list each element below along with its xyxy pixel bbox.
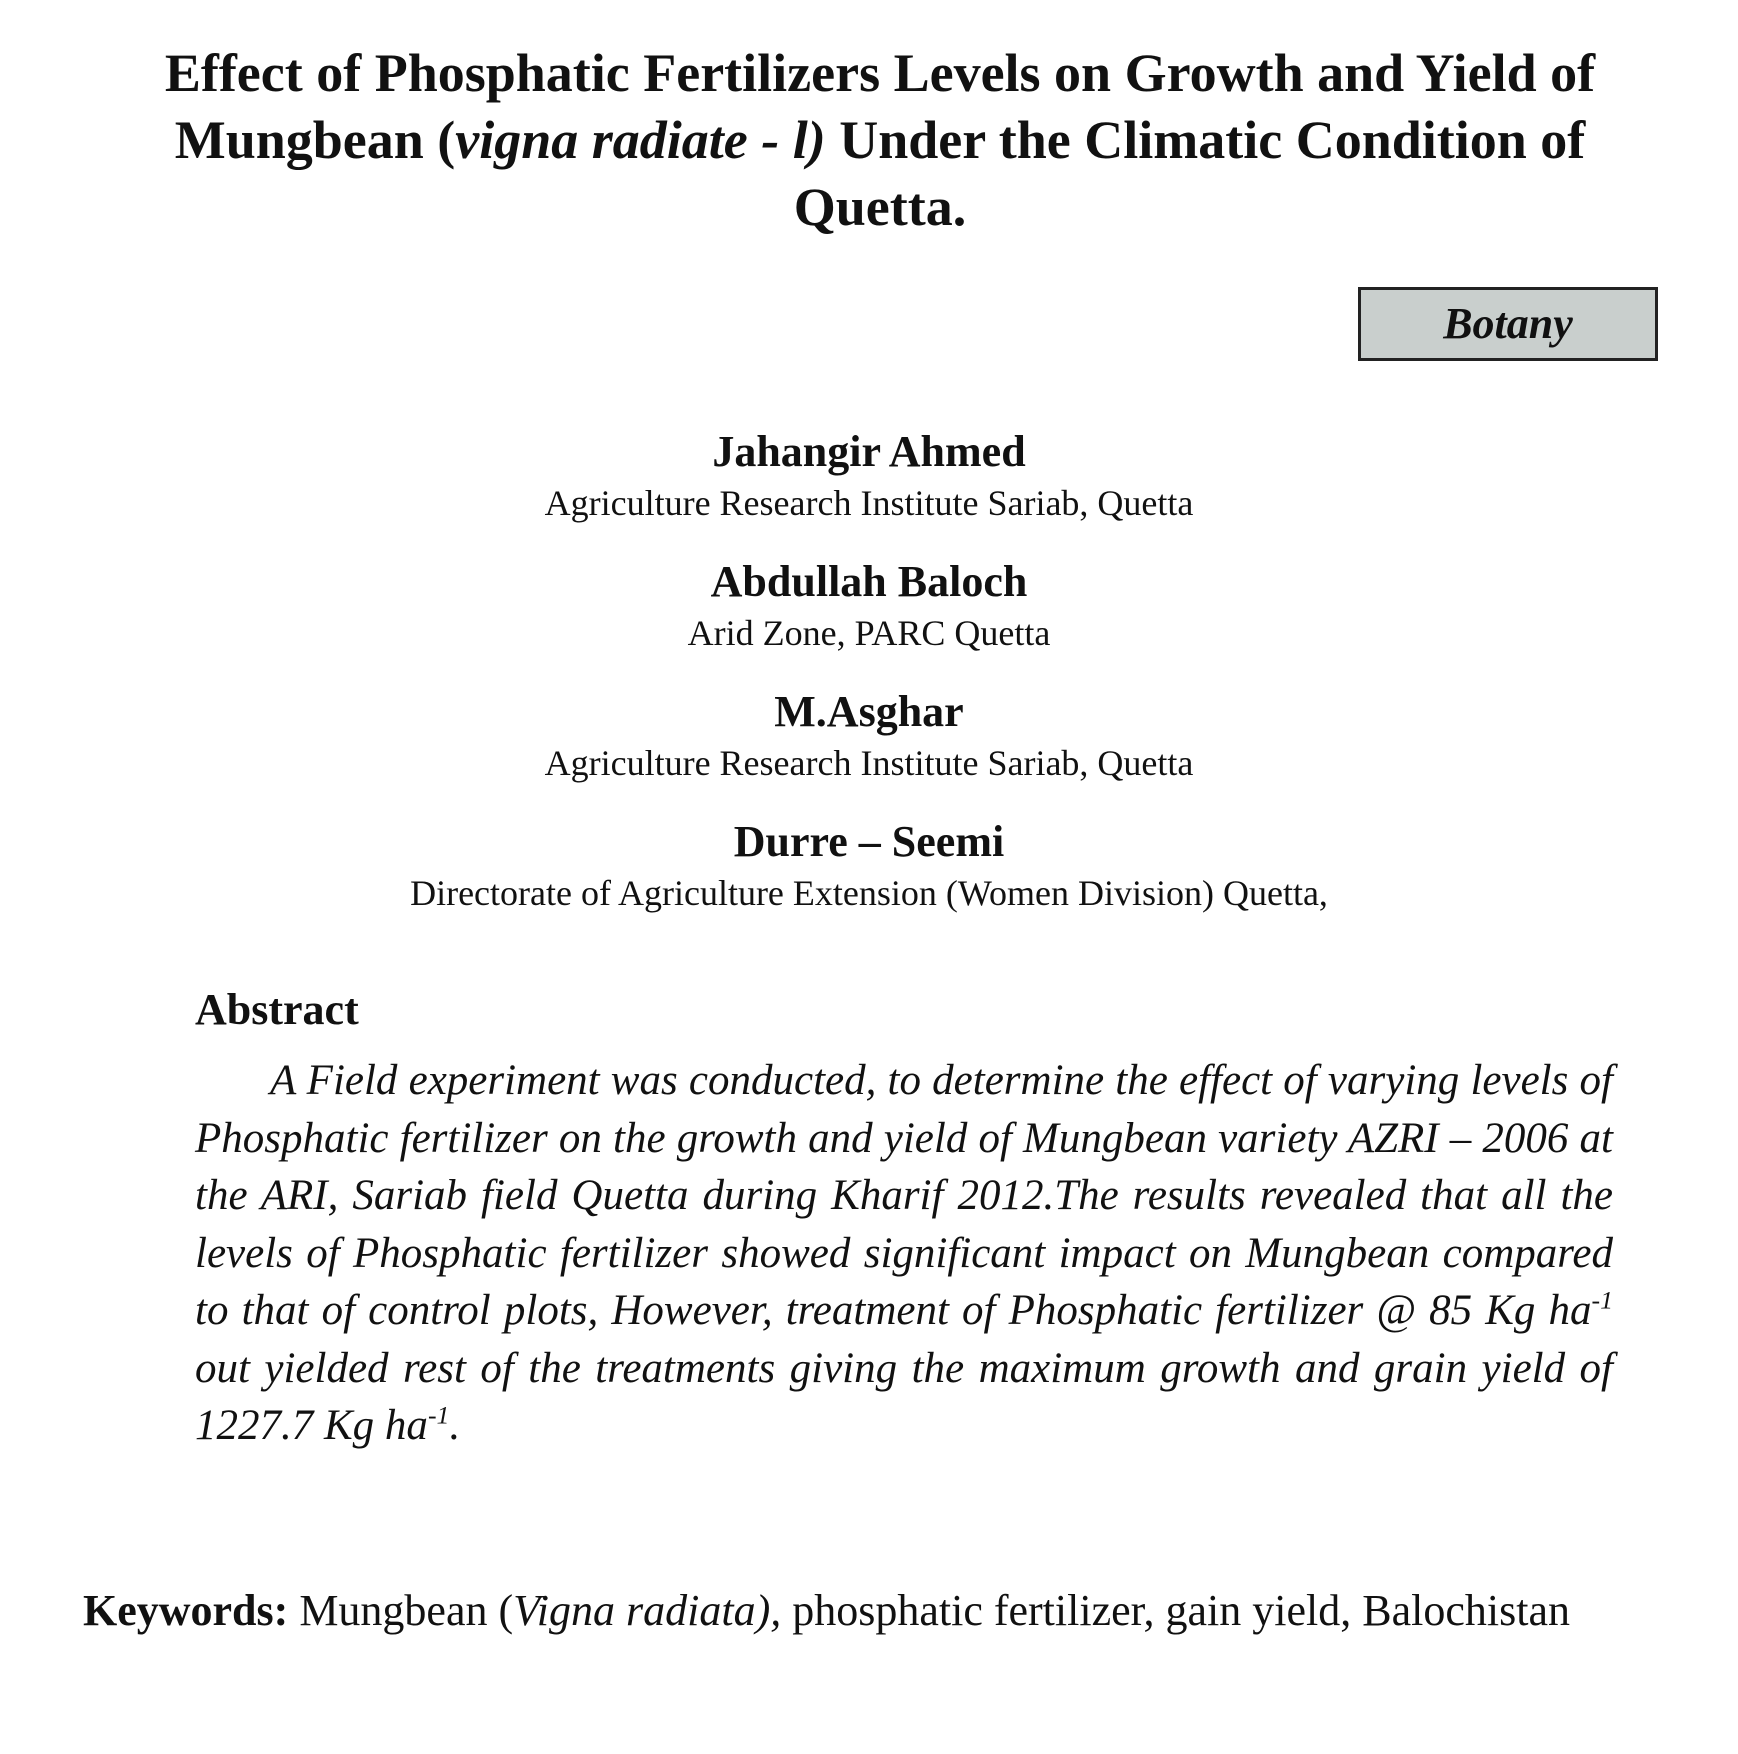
title-species: vigna radiate - l) bbox=[455, 110, 826, 170]
abstract-text-part2: out yielded rest of the treatments giving the maximum growth and grain yield of 1227.7 Kg ha bbox=[195, 1344, 1613, 1449]
author-affiliation: Agriculture Research Institute Sariab, Quetta bbox=[544, 743, 1194, 783]
author-list bbox=[0, 424, 1738, 944]
author-name: M.Asghar bbox=[774, 687, 964, 736]
author-block bbox=[0, 814, 1738, 916]
abstract-text-part3: . bbox=[449, 1402, 461, 1449]
author-affiliation: Arid Zone, PARC Quetta bbox=[687, 613, 1051, 653]
subject-badge: Botany bbox=[1358, 287, 1658, 361]
author-block bbox=[0, 424, 1738, 526]
author-affiliation: Agriculture Research Institute Sariab, Quetta bbox=[544, 483, 1194, 523]
keywords-label: Keywords: bbox=[83, 1586, 289, 1635]
keywords-post: phosphatic fertilizer, gain yield, Balochistan bbox=[781, 1586, 1570, 1635]
author-block bbox=[0, 684, 1738, 786]
abstract-text bbox=[195, 1052, 1613, 1455]
abstract-text-part1: A Field experiment was conducted, to determine the effect of varying levels of Phosphatic fertilizer on the growth and yield of Mungbean variety AZRI – 2006 at the ARI, Sariab field Quetta during Kharif 2012.The results revealed that all the levels of Phosphatic fertilizer showed significant impact on Mungbean compared to that of control plots, However, treatment of Phosphatic fertilizer @ 85 Kg ha bbox=[195, 1057, 1613, 1334]
author-name: Jahangir Ahmed bbox=[712, 427, 1026, 476]
keywords-species: Vigna radiata), bbox=[513, 1586, 782, 1635]
author-block bbox=[0, 554, 1738, 656]
paper-title bbox=[90, 40, 1670, 241]
superscript: -1 bbox=[1591, 1285, 1613, 1315]
abstract-section bbox=[195, 982, 1613, 1455]
keywords-pre: Mungbean ( bbox=[288, 1586, 514, 1635]
author-name: Abdullah Baloch bbox=[710, 557, 1028, 606]
author-name: Durre – Seemi bbox=[733, 817, 1005, 866]
title-part2: Under the Climatic Condition of Quetta. bbox=[793, 110, 1586, 237]
abstract-heading: Abstract bbox=[195, 985, 359, 1034]
superscript: -1 bbox=[427, 1400, 450, 1430]
title-part1: Effect of Phosphatic Fertilizers Levels on Growth and Yield of Mungbean ( bbox=[164, 43, 1596, 170]
author-affiliation: Directorate of Agriculture Extension (Women Division) Quetta, bbox=[410, 873, 1328, 913]
keywords bbox=[83, 1583, 1673, 1639]
